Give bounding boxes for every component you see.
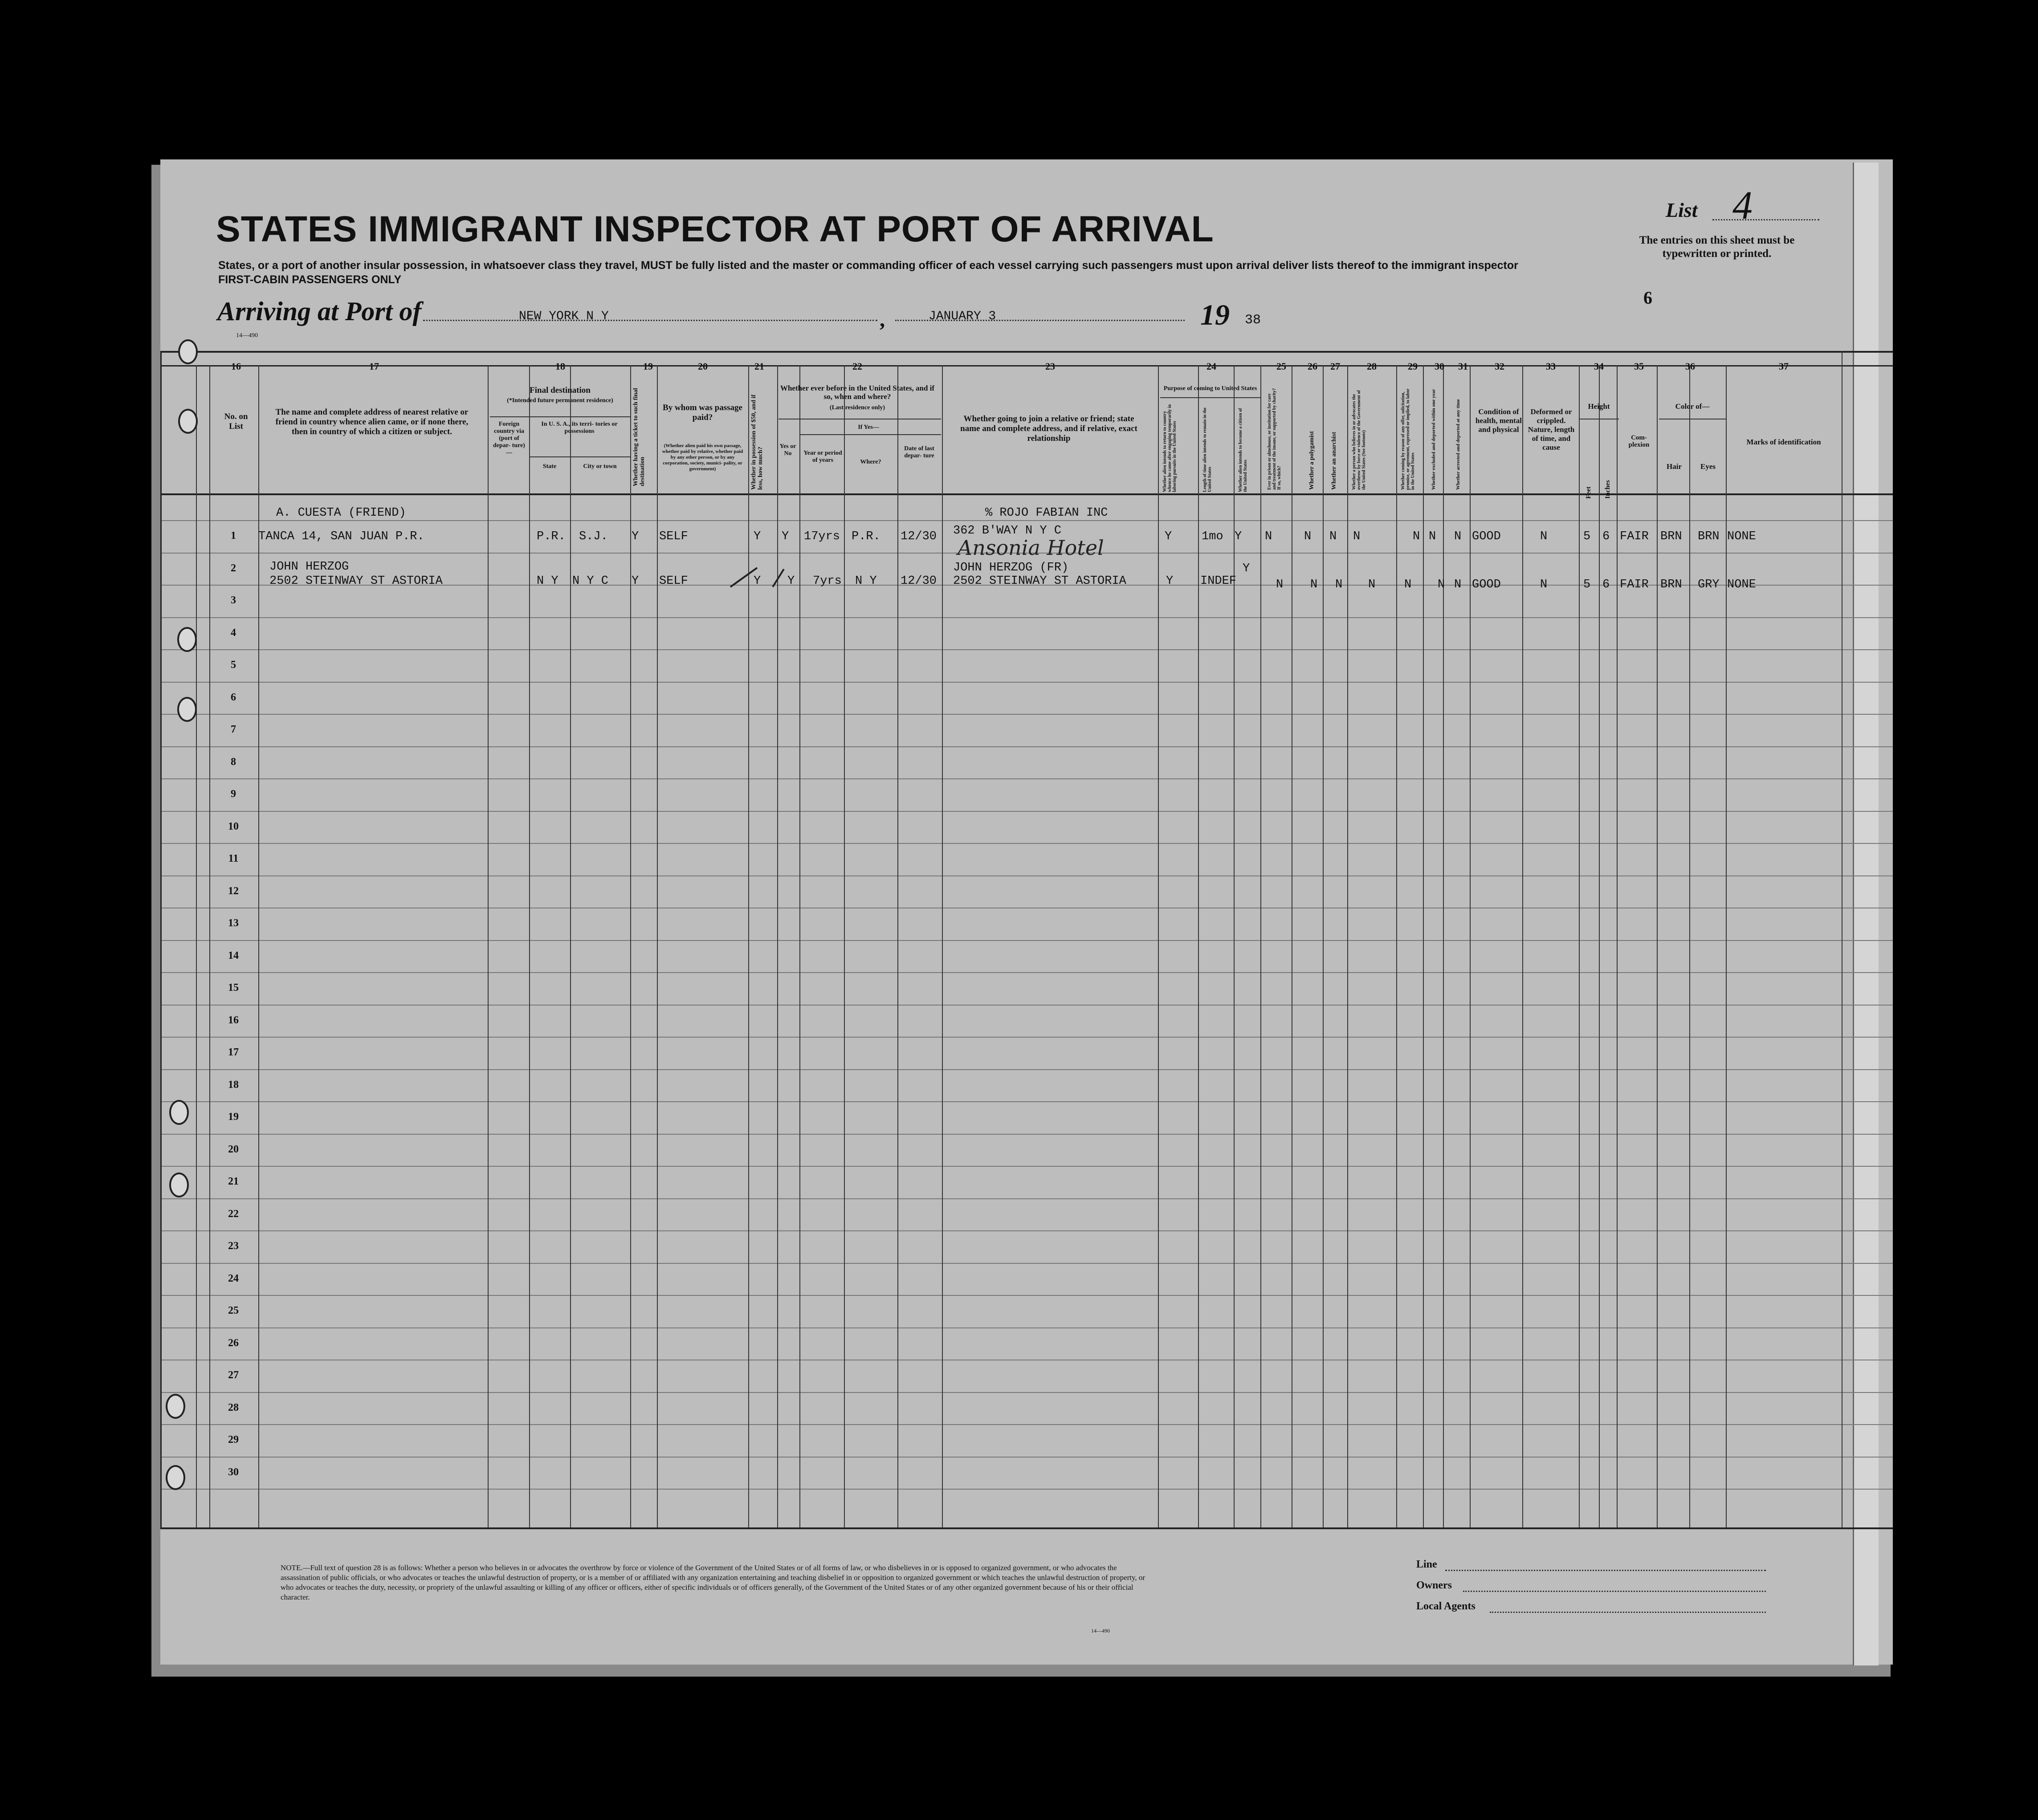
binder-hole: [177, 627, 197, 652]
binder-hole: [169, 1100, 189, 1125]
fifty-dollars-answer: Y: [754, 530, 761, 543]
header-excluded: Whether excluded and deported within one year: [1431, 389, 1436, 490]
row-number: 26: [228, 1337, 239, 1349]
header-if-yes: If Yes—: [858, 424, 879, 431]
header-final-destination: Final destination: [530, 386, 591, 395]
row-number: 11: [228, 853, 239, 864]
relative-address: TANCA 14, SAN JUAN P.R.: [258, 530, 424, 543]
height-feet: 5: [1583, 578, 1591, 591]
citizen-answer: Y: [1235, 530, 1242, 543]
check-mark: [773, 569, 784, 587]
header-color-of: Color of—: [1675, 402, 1710, 411]
col-number-34: 34: [1594, 361, 1604, 372]
line-field: [1445, 1570, 1766, 1571]
check-mark: [730, 568, 757, 587]
handwritten-annotation: Ansonia Hotel: [958, 536, 1104, 560]
arrival-century: 19: [1200, 299, 1230, 331]
arrival-year: 38: [1245, 313, 1261, 328]
header-labor-offer: Whether coming by reason of any offer, solicitation, promise, or agreement, expressed or implied, to labor in the United States: [1401, 388, 1415, 490]
header-complexion: Com- plexion: [1628, 434, 1650, 448]
header-ticket: Whether having a ticket to such final destination: [632, 388, 646, 486]
row-number: 4: [231, 627, 236, 639]
row-number: 13: [228, 917, 239, 929]
col-number-18: 18: [555, 361, 565, 372]
destination-city: S.J.: [579, 530, 608, 543]
binder-hole: [177, 697, 197, 722]
entries-note: The entries on this sheet must be typewritten or printed.: [1639, 234, 1795, 260]
excluded-answer: N: [1429, 530, 1436, 543]
form-title: STATES IMMIGRANT INSPECTOR AT PORT OF ARRIVAL: [216, 209, 1214, 249]
col-number-17: 17: [369, 361, 379, 372]
labor-answer: N: [1413, 530, 1420, 543]
length-of-stay: INDEF: [1200, 574, 1237, 588]
list-number: 4: [1732, 183, 1753, 228]
ticket-answer: Y: [632, 530, 639, 543]
row-number: 18: [228, 1079, 239, 1091]
row-number: 1: [231, 530, 236, 542]
col-number-20: 20: [698, 361, 708, 372]
return-country-answer: Y: [1166, 574, 1174, 588]
row-number: 27: [228, 1369, 239, 1381]
binder-hole: [169, 1173, 189, 1197]
row-number: 10: [228, 821, 239, 832]
local-agents-field: [1490, 1612, 1766, 1613]
question-28-note: NOTE.—Full text of question 28 is as follows: Whether a person who believes in or advocates the overthrow by force or violence of the Government of the United States or of all forms of law, or who disbelieves in or is opposed to organized government, or who advocates the assassination of public officials, or who advocates or teaches the unlawful destruction of property, or is a member of or affiliated with any organization entertaining and teaching disbelief in or opposition to organized government or which teaches the unlawful destruction of property, or who advocates or teaches the duty, necessity, or propriety of the unlawful assaulting or killing of any officer or officers, either of specific individuals or of officers generally, of the Government of the United States or of any other organized government because of his or their official character.: [281, 1563, 1145, 1601]
passage-paid-by: SELF: [659, 530, 688, 543]
ticket-answer: Y: [632, 574, 639, 588]
height-feet: 5: [1583, 530, 1591, 543]
identification-marks: NONE: [1727, 530, 1756, 543]
height-inches: 6: [1602, 578, 1610, 591]
date-last-departure: 12/30: [901, 574, 937, 588]
row-number: 22: [228, 1208, 239, 1220]
fifty-dollars-answer: Y: [754, 574, 761, 588]
col-number-33: 33: [1546, 361, 1556, 372]
row-number: 16: [228, 1014, 239, 1026]
header-ever-before: Whether ever before in the United States, and if so, when and where?: [780, 384, 935, 401]
col-number-30: 30: [1435, 361, 1444, 372]
binder-hole: [166, 1394, 185, 1419]
header-arrested: Whether arrested and deported at any time: [1455, 399, 1461, 490]
col-number-21: 21: [754, 361, 764, 372]
binder-hole: [166, 1465, 185, 1490]
header-prison: Ever in prison or almshouse, or institution for care and treatment of the insane, or supported by charity? If so, which?: [1267, 388, 1282, 490]
header-where: Where?: [860, 459, 881, 465]
row-number: 20: [228, 1144, 239, 1155]
header-joining-relative: Whether going to join a relative or friend; state name and complete address, and if relative, exact relationship: [960, 414, 1137, 443]
previous-residence: P.R.: [852, 530, 880, 543]
header-state: State: [542, 463, 557, 470]
col-number-32: 32: [1495, 361, 1504, 372]
joining-address: 2502 STEINWAY ST ASTORIA: [953, 574, 1126, 588]
row-number: 19: [228, 1111, 239, 1123]
height-inches: 6: [1602, 530, 1610, 543]
citizen-answer: Y: [1243, 562, 1250, 575]
hair-color: BRN: [1660, 530, 1682, 543]
passenger-class: FIRST-CABIN PASSENGERS ONLY: [218, 273, 402, 286]
row-number: 30: [228, 1466, 239, 1478]
header-hair: Hair: [1667, 462, 1682, 471]
header-marks: Marks of identification: [1746, 438, 1821, 446]
form-number: 14—490: [236, 332, 258, 339]
deformed-answer: N: [1540, 530, 1548, 543]
header-eyes: Eyes: [1700, 462, 1716, 471]
date-comma: ,: [880, 308, 885, 331]
list-label: List: [1666, 199, 1698, 221]
header-city: City or town: [583, 463, 617, 470]
overthrow-answer: N: [1353, 530, 1361, 543]
header-return-country: Whether alien intends to return to country whence he came after engaging temporarily in laboring pursuits in the United States: [1162, 404, 1177, 492]
destination-state: P.R.: [537, 530, 566, 543]
col-number-27: 27: [1330, 361, 1340, 372]
header-nearest-relative: The name and complete address of nearest relative or friend in country whence alien came, or if none there, then in country of which a citizen or subject.: [275, 407, 469, 436]
health-condition: GOOD: [1472, 578, 1501, 591]
col-number-37: 37: [1779, 361, 1789, 372]
col-number-23: 23: [1045, 361, 1055, 372]
header-polygamist: Whether a polygamist: [1308, 431, 1315, 490]
row-number: 24: [228, 1273, 239, 1284]
header-final-destination-note: (*Intended future permanent residence): [507, 397, 613, 404]
row-number: 8: [231, 756, 236, 768]
prison-answer: N: [1265, 530, 1272, 543]
header-date-departure: Date of last depar- ture: [904, 445, 934, 459]
header-yes-no: Yes or No: [779, 443, 796, 457]
years-in-us: 7yrs: [813, 574, 842, 588]
header-height: Height: [1588, 402, 1610, 411]
relative-address: 2502 STEINWAY ST ASTORIA: [269, 574, 443, 588]
prison-answer: N: [1276, 578, 1284, 591]
eye-color: BRN: [1698, 530, 1720, 543]
destination-city: N Y C: [572, 574, 609, 588]
line-label: Line: [1416, 1559, 1437, 1570]
header-citizen: Whether alien intends to become a citizen of the United States: [1238, 408, 1248, 492]
excluded-answer: N: [1438, 578, 1445, 591]
header-length-stay: Length of time alien intends to remain in the United States: [1202, 407, 1212, 492]
header-inches: Inches: [1604, 480, 1611, 499]
header-years: Year or period of years: [803, 450, 842, 464]
labor-answer: N: [1404, 578, 1412, 591]
row-number: 9: [231, 788, 236, 800]
footer-form-number: 14—490: [1091, 1628, 1110, 1634]
owners-label: Owners: [1416, 1580, 1452, 1591]
header-overthrow: Whether a person who believes in or advocates the overthrow by force or violence of the Government of the United States (See footnote): [1352, 390, 1366, 490]
row-number: 15: [228, 982, 239, 993]
header-deformed: Deformed or crippled. Nature, length of time, and cause: [1528, 407, 1575, 452]
col-number-25: 25: [1276, 361, 1286, 372]
header-foreign-country: Foreign country via (port of depar- ture)—: [493, 421, 525, 456]
header-last-residence: (Last residence only): [829, 404, 885, 411]
identification-marks: NONE: [1727, 578, 1756, 591]
relative-name: A. CUESTA (FRIEND): [276, 506, 406, 520]
joining-name: % ROJO FABIAN INC: [985, 506, 1108, 520]
col-number-35: 35: [1634, 361, 1644, 372]
local-agents-label: Local Agents: [1416, 1600, 1476, 1612]
sheet-number: 6: [1643, 288, 1652, 308]
arriving-label: Arriving at Port of: [217, 297, 422, 326]
complexion: FAIR: [1620, 530, 1649, 543]
col-number-24: 24: [1206, 361, 1216, 372]
joining-name: JOHN HERZOG (FR): [953, 561, 1069, 574]
col-number-29: 29: [1408, 361, 1418, 372]
complexion: FAIR: [1620, 578, 1649, 591]
row-number: 23: [228, 1240, 239, 1252]
hair-color: BRN: [1660, 578, 1682, 591]
anarchist-answer: N: [1329, 530, 1337, 543]
years-in-us: 17yrs: [804, 530, 840, 543]
owners-field: [1463, 1591, 1766, 1592]
row-number: 6: [231, 692, 236, 703]
row-number: 28: [228, 1402, 239, 1413]
col-number-16: 16: [231, 361, 241, 372]
relative-name: JOHN HERZOG: [269, 560, 349, 574]
row-number: 21: [228, 1176, 239, 1187]
col-number-28: 28: [1367, 361, 1377, 372]
row-number: 12: [228, 885, 239, 897]
deformed-answer: N: [1540, 578, 1548, 591]
joining-address: 362 B'WAY N Y C: [953, 524, 1062, 537]
header-purpose: Purpose of coming to United States: [1163, 385, 1257, 392]
col-number-26: 26: [1308, 361, 1317, 372]
destination-state: N Y: [537, 574, 558, 588]
arrival-month-day: JANUARY 3: [929, 309, 996, 323]
length-of-stay: 1mo: [1202, 530, 1223, 543]
row-number: 17: [228, 1046, 239, 1058]
col-number-19: 19: [643, 361, 653, 372]
col-number-22: 22: [852, 361, 862, 372]
row-number: 7: [231, 724, 236, 735]
passage-paid-by: SELF: [659, 574, 688, 588]
arrested-answer: N: [1454, 530, 1462, 543]
row-number: 14: [228, 950, 239, 961]
row-number: 25: [228, 1305, 239, 1316]
header-health: Condition of health, mental and physical: [1476, 407, 1522, 434]
polygamist-answer: N: [1310, 578, 1318, 591]
header-fifty-dollars: Whether in possession of $50, and if less, how much?: [750, 394, 764, 490]
anarchist-answer: N: [1335, 578, 1343, 591]
col-number-31: 31: [1458, 361, 1468, 372]
row-number: 3: [231, 594, 236, 606]
header-usa-territories: In U. S. A., its terri- tories or possessions: [541, 421, 618, 435]
ever-before-answer: Y: [787, 574, 795, 588]
col-number-36: 36: [1685, 361, 1695, 372]
header-anarchist: Whether an anarchist: [1331, 432, 1337, 490]
row-number: 2: [231, 562, 236, 574]
health-condition: GOOD: [1472, 530, 1501, 543]
row-number: 29: [228, 1434, 239, 1445]
header-passage-note: (Whether alien paid his own passage, whether paid by relative, whether paid by any other person, or by any corporation, society, munici- pality, or government): [662, 443, 743, 472]
form-instructions: States, or a port of another insular possession, in whatsoever class they travel, MUST be fully listed and the master or commanding officer of each vessel carrying such passengers must upon arrival deliver lists thereof to the immigrant inspector: [218, 259, 1518, 272]
binder-hole: [178, 409, 198, 434]
header-no-on-list: No. on List: [224, 412, 248, 431]
row-number: 5: [231, 659, 236, 671]
previous-residence: N Y: [855, 574, 877, 588]
return-country-answer: Y: [1165, 530, 1172, 543]
eye-color: GRY: [1698, 578, 1720, 591]
date-last-departure: 12/30: [901, 530, 937, 543]
port-value: NEW YORK N Y: [519, 309, 609, 323]
ever-before-answer: Y: [782, 530, 789, 543]
polygamist-answer: N: [1304, 530, 1312, 543]
header-feet: Feet: [1585, 486, 1592, 499]
arrested-answer: N: [1454, 578, 1462, 591]
header-passage-paid: By whom was passage paid?: [663, 403, 742, 422]
overthrow-answer: N: [1368, 578, 1376, 591]
binder-hole: [178, 339, 198, 364]
